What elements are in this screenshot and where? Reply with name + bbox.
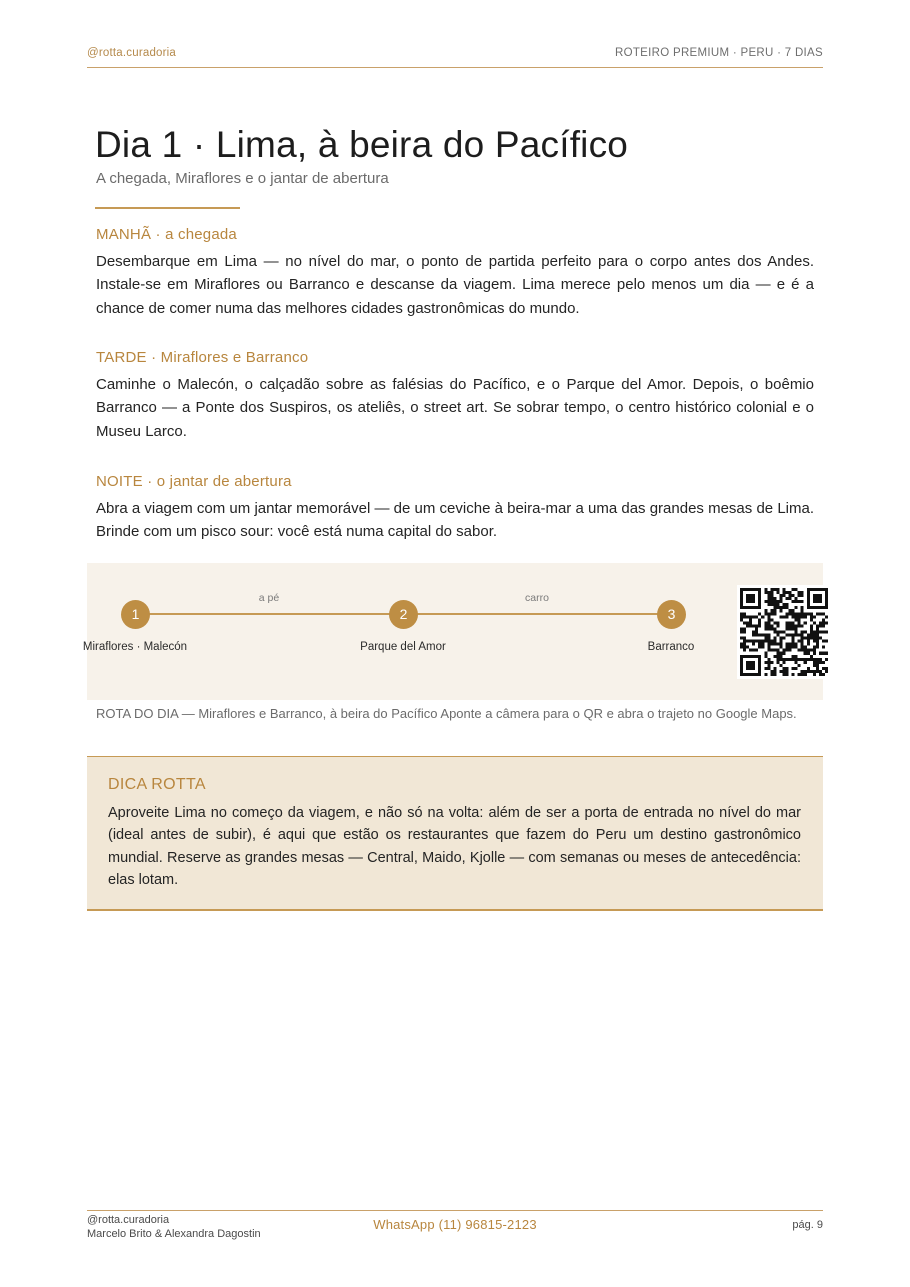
tip-box [87, 756, 823, 911]
title-divider [95, 207, 240, 209]
section-heading-evening: NOITE · o jantar de abertura [96, 473, 292, 490]
footer-authors: Marcelo Brito & Alexandra Dagostin [87, 1228, 261, 1240]
section-text-afternoon: Caminhe o Malecón, o calçadão sobre as falésias do Pacífico, e o Parque del Amor. Depois, o boêmio Barranco — a Ponte dos Suspiros, os ateliês, o street art. Se sobrar tempo, o centro histórico colonial e o Museu Larco. [96, 376, 814, 440]
footer-divider [87, 1210, 823, 1211]
footer-brand: @rotta.curadoria [87, 1214, 170, 1226]
route-stop-marker-2: 2 [389, 600, 418, 629]
section-text-evening: Abra a viagem com um jantar memorável — de um ceviche à beira-mar a uma das grandes mesas de Lima. Brinde com um pisco sour: você está numa capital do sabor. [96, 500, 814, 541]
qr-code-icon[interactable] [737, 585, 831, 679]
tip-text: Aproveite Lima no começo da viagem, e não só na volta: além de ser a porta de entrada no nível do mar (ideal antes de subir), é aqui que estão os restaurantes que fazem do Peru um destino gastronômico mundial. Reserve as grandes mesas — Central, Maido, Kjolle — com semanas ou meses de antecedência: elas lotam. [108, 805, 801, 889]
header-doc-label: ROTEIRO PREMIUM · PERU · 7 DIAS [614, 47, 823, 59]
route-map-panel [82, 563, 823, 700]
route-stop-marker-1: 1 [121, 600, 150, 629]
page-number: pág. 9 [792, 1219, 823, 1231]
tip-title: DICA ROTTA [108, 776, 206, 793]
header-brand: @rotta.curadoria [87, 47, 177, 59]
route-mode-walk: a pé [258, 592, 280, 604]
page-title: Dia 1 · Lima, à beira do Pacífico [95, 124, 629, 165]
section-heading-morning: MANHÃ · a chegada [96, 226, 237, 243]
section-heading-afternoon: TARDE · Miraflores e Barranco [96, 349, 309, 366]
route-mode-car: carro [525, 592, 549, 604]
route-stop-label-1: Miraflores · Malecón [82, 641, 188, 653]
section-text-morning: Desembarque em Lima — no nível do mar, o ponto de partida perfeito para o corpo antes dos Andes. Instale-se em Miraflores ou Barranco e descanse da viagem. Lima merece pelo menos um dia — e é a chance de comer numa das melhores cidades gastronômicas do mundo. [96, 253, 814, 317]
qr-code-graphic [740, 588, 828, 676]
route-stop-label-2: Parque del Amor [360, 641, 446, 653]
route-stop-label-3: Barranco [647, 641, 695, 653]
footer-contact[interactable]: WhatsApp (11) 96815-2123 [373, 1217, 537, 1232]
page-subtitle: A chegada, Miraflores e o jantar de abertura [96, 170, 389, 187]
page-header [87, 46, 823, 68]
route-caption: ROTA DO DIA — Miraflores e Barranco, à beira do Pacífico Aponte a câmera para o QR e abra o trajeto no Google Maps. [96, 706, 797, 721]
route-stop-marker-3: 3 [657, 600, 686, 629]
